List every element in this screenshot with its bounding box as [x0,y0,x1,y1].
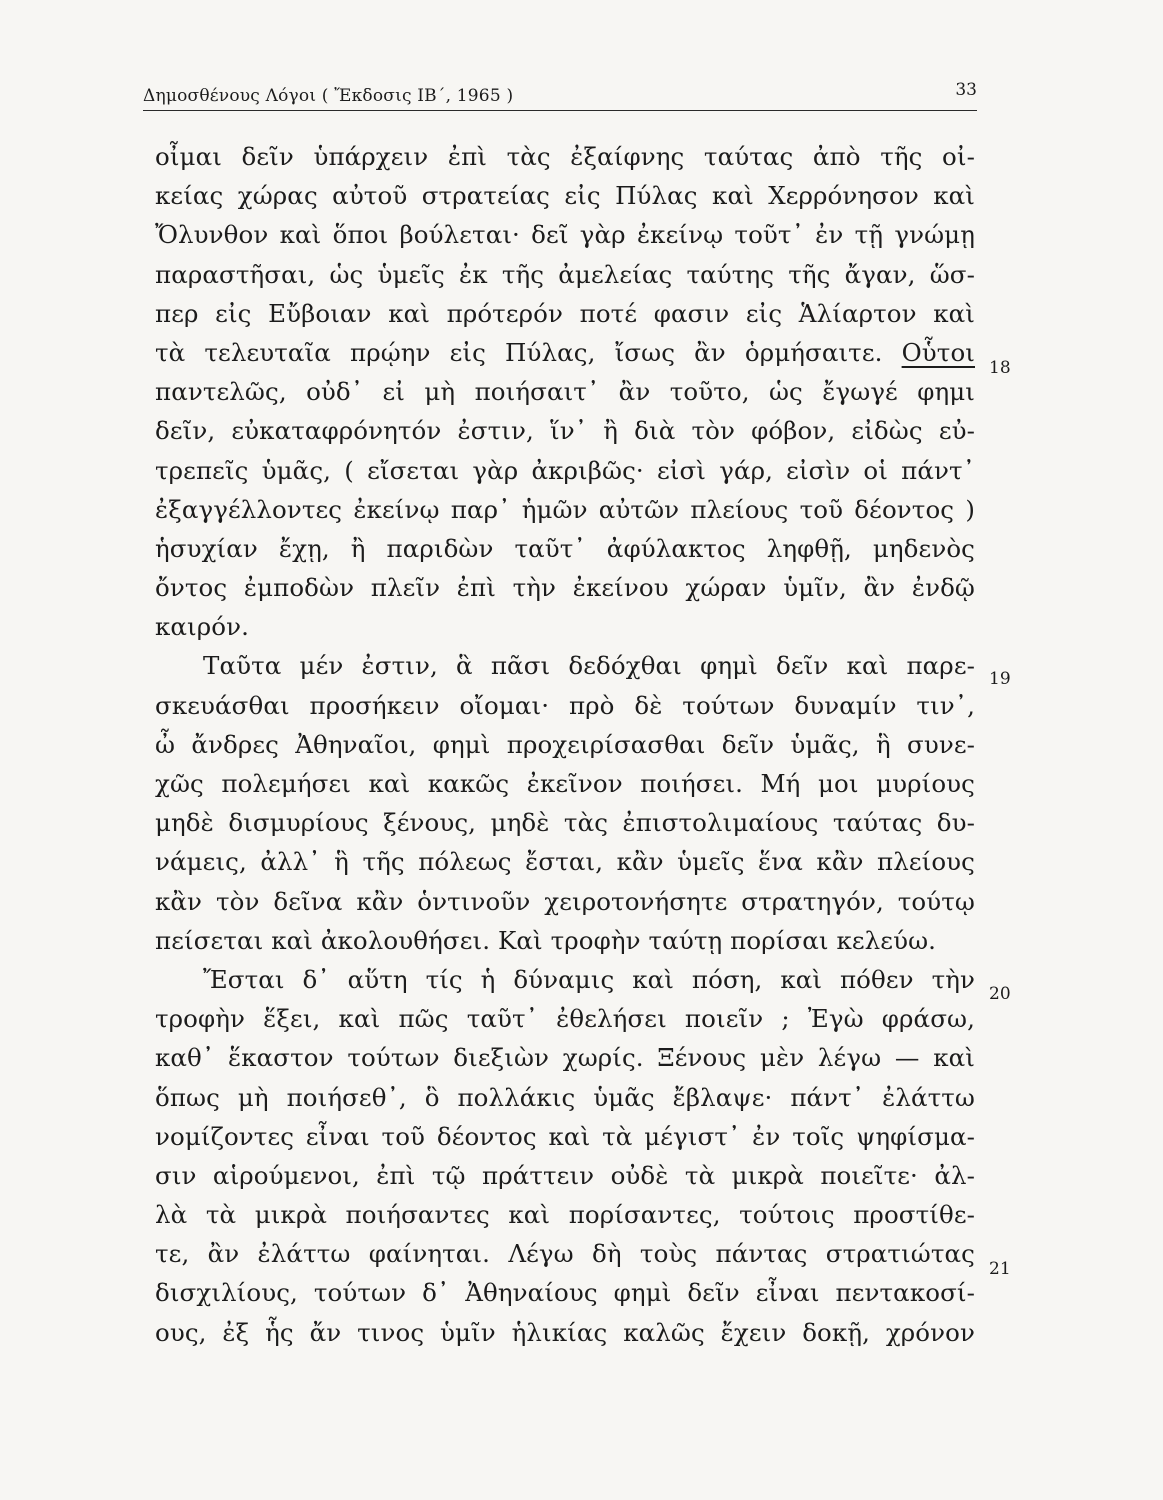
text-line: ἐξαγγέλλοντες ἐκείνῳ παρ᾽ ἡμῶν αὐτῶν πλείους τοῦ δέοντος ) [155,494,975,524]
text-line: παντελῶς, οὐδ᾽ εἰ μὴ ποιήσαιτ᾽ ἂν τοῦτο, ὡς ἔγωγέ φημι [155,377,975,407]
text-line: παραστῆσαι, ὡς ὑμεῖς ἐκ τῆς ἀμελείας ταύτης τῆς ἄγαν, ὥσ- [155,259,975,289]
page-number: 33 [955,80,977,100]
text-line: ὅπως μὴ ποιήσεθ᾽, ὃ πολλάκις ὑμᾶς ἔβλαψε· πάντ᾽ ἐλάττω [155,1082,975,1112]
underlined-word: Οὗτοι [901,337,975,367]
section-number-19: 19 [989,669,1011,689]
text-line: περ εἰς Εὔβοιαν καὶ πρότερόν ποτέ φασιν εἰς Ἁλίαρτον καὶ [155,298,975,328]
text-line [155,333,975,372]
section-number-21: 21 [989,1259,1011,1279]
text-line: νάμεις, ἀλλ᾽ ἣ τῆς πόλεως ἔσται, κἂν ὑμεῖς ἕνα κἂν πλείους [155,847,975,877]
text-line: πείσεται καὶ ἀκολουθήσει. Καὶ τροφὴν ταύτῃ πορίσαι κελεύω. [155,925,937,955]
text-line: Ὄλυνθον καὶ ὅποι βούλεται· δεῖ γὰρ ἐκείνῳ τοῦτ᾽ ἐν τῇ γνώμῃ [155,220,975,250]
text-line: Ἔσται δ᾽ αὕτη τίς ἡ δύναμις καὶ πόση, καὶ πόθεν τὴν [203,964,975,994]
text-line: τε, ἂν ἐλάττω φαίνηται. Λέγω δὴ τοὺς πάντας στρατιώτας [155,1239,975,1269]
text-line: Ταῦτα μέν ἐστιν, ἃ πᾶσι δεδόχθαι φημὶ δεῖν καὶ παρε- [203,651,975,681]
running-header [143,80,977,111]
text-line: μηδὲ δισμυρίους ξένους, μηδὲ τὰς ἐπιστολιμαίους ταύτας δυ- [155,808,975,838]
text-line: τροφὴν ἕξει, καὶ πῶς ταῦτ᾽ ἐθελήσει ποιεῖν ; Ἐγὼ φράσω, [155,1004,975,1034]
section-number-20: 20 [989,984,1011,1004]
text-line: καιρόν. [155,612,249,642]
text-line: σιν αἱρούμενοι, ἐπὶ τῷ πράττειν οὐδὲ τὰ μικρὰ ποιεῖτε· ἀλ- [155,1160,975,1190]
text-line: σκευάσθαι προσήκειν οἴομαι· πρὸ δὲ τούτων δυναμίν τιν᾽, [155,690,975,720]
text-line: ἡσυχίαν ἔχῃ, ἢ παριδὼν ταῦτ᾽ ἀφύλακτος ληφθῇ, μηδενὸς [155,533,975,563]
text-line: οἶμαι δεῖν ὑπάρχειν ἐπὶ τὰς ἐξαίφνης ταύτας ἀπὸ τῆς οἰ- [155,142,975,171]
text-line: κἂν τὸν δεῖνα κἂν ὁντινοῦν χειροτονήσητε στρατηγόν, τούτῳ [155,886,975,916]
section-number-18: 18 [989,358,1011,378]
body-text [155,137,975,1352]
text-line: λὰ τὰ μικρὰ ποιήσαντες καὶ πορίσαντες, τούτοις προστίθε- [155,1200,975,1230]
text-line: καθ᾽ ἕκαστον τούτων διεξιὼν χωρίς. Ξένους μὲν λέγω — καὶ [155,1043,975,1073]
text-line: ους, ἐξ ἧς ἄν τινος ὑμῖν ἡλικίας καλῶς ἔχειν δοκῇ, χρόνον [155,1317,975,1347]
text-line: ὦ ἄνδρες Ἀθηναῖοι, φημὶ προχειρίσασθαι δεῖν ὑμᾶς, ἣ συνε- [155,729,975,759]
text-line: δισχιλίους, τούτων δ᾽ Ἀθηναίους φημὶ δεῖν εἶναι πεντακοσί- [155,1278,975,1308]
text-line: κείας χώρας αὐτοῦ στρατείας εἰς Πύλας καὶ Χερρόνησον καὶ [155,181,975,211]
text-line-part: τὰ τελευταῖα πρῴην εἰς Πύλας, ἴσως ἂν ὁρμήσαιτε. [155,337,883,367]
header-title: Δημοσθένους Λόγοι ( Ἔκδοσις ΙΒ΄, 1965 ) [143,86,514,106]
text-line: τρεπεῖς ὑμᾶς, ( εἴσεται γὰρ ἀκριβῶς· εἰσὶ γάρ, εἰσὶν οἱ πάντ᾽ [155,455,975,485]
text-line: ὄντος ἐμποδὼν πλεῖν ἐπὶ τὴν ἐκείνου χώραν ὑμῖν, ἂν ἐνδῷ [155,573,975,603]
text-line: δεῖν, εὐκαταφρόνητόν ἐστιν, ἵν᾽ ἢ διὰ τὸν φόβον, εἰδὼς εὐ- [155,416,975,446]
text-line: χῶς πολεμήσει καὶ κακῶς ἐκεῖνον ποιήσει. Μή μοι μυρίους [155,769,975,798]
text-line: νομίζοντες εἶναι τοῦ δέοντος καὶ τὰ μέγιστ᾽ ἐν τοῖς ψηφίσμα- [155,1121,975,1151]
